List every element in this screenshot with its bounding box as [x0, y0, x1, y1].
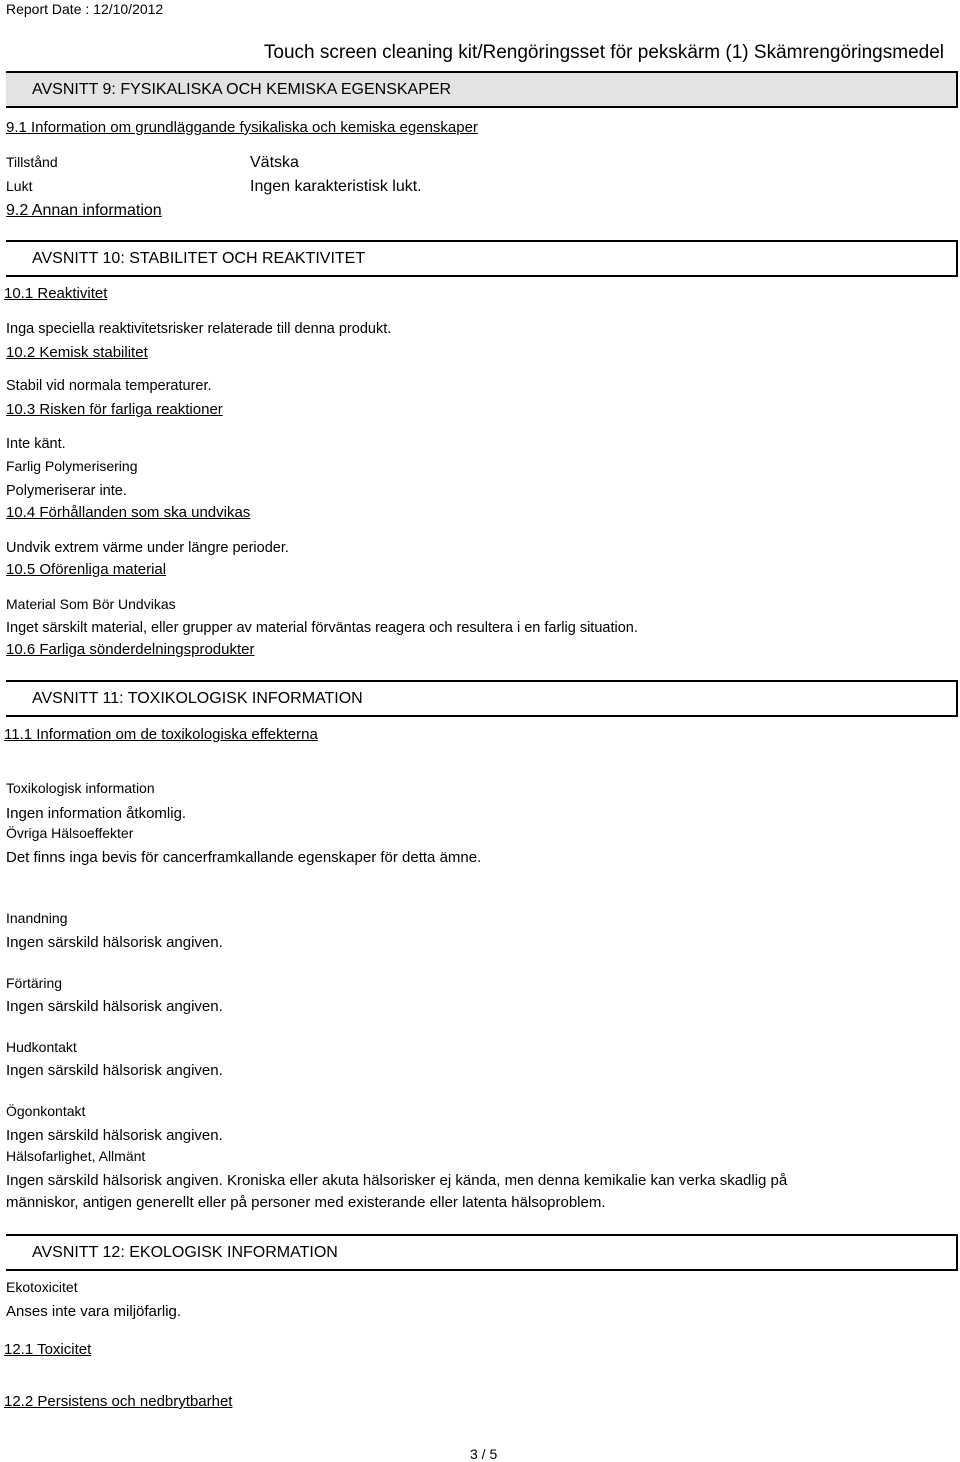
text-toxicological-info: Ingen information åtkomlig.: [6, 805, 187, 822]
section-12-header: [6, 1234, 958, 1271]
page-number: 3 / 5: [470, 1446, 498, 1462]
label-ingestion: Förtäring: [6, 975, 63, 991]
label-general-health-hazard: Hälsofarlighet, Allmänt: [6, 1148, 146, 1164]
text-materials-to-avoid: Inget särskilt material, eller grupper av material förväntas reagera och resultera i en farlig situation.: [6, 620, 638, 636]
subsection-10-3: 10.3 Risken för farliga reaktioner: [6, 401, 223, 418]
label-eye-contact: Ögonkontakt: [6, 1103, 86, 1119]
label-state: Tillstånd: [6, 154, 58, 170]
subsection-10-4: 10.4 Förhållanden som ska undvikas: [6, 504, 251, 521]
product-title: Touch screen cleaning kit/Rengöringsset för pekskärm (1) Skämrengöringsmedel: [263, 42, 944, 63]
section-11-header: [6, 680, 958, 717]
report-date: Report Date : 12/10/2012: [6, 1, 164, 17]
label-odor: Lukt: [6, 178, 33, 194]
value-odor: Ingen karakteristisk lukt.: [250, 178, 422, 195]
label-toxicological-info: Toxikologisk information: [6, 780, 155, 796]
label-materials-to-avoid: Material Som Bör Undvikas: [6, 596, 176, 612]
label-hazardous-polymerization: Farlig Polymerisering: [6, 458, 138, 474]
text-10-1: Inga speciella reaktivitetsrisker relaterade till denna produkt.: [6, 321, 392, 337]
section-9-heading: AVSNITT 9: FYSIKALISKA OCH KEMISKA EGENSKAPER: [32, 80, 452, 98]
text-inhalation: Ingen särskild hälsorisk angiven.: [6, 934, 223, 951]
subsection-12-2: 12.2 Persistens och nedbrytbarhet: [4, 1393, 233, 1410]
subsection-11-1: 11.1 Information om de toxikologiska effekterna: [4, 726, 318, 743]
subsection-9-2: 9.2 Annan information: [6, 202, 162, 219]
subsection-10-2: 10.2 Kemisk stabilitet: [6, 344, 148, 361]
text-other-health-effects: Det finns inga bevis för cancerframkallande egenskaper för detta ämne.: [6, 849, 482, 866]
subsection-9-1: 9.1 Information om grundläggande fysikaliska och kemiska egenskaper: [6, 119, 478, 136]
label-other-health-effects: Övriga Hälsoeffekter: [6, 825, 134, 841]
subsection-12-1: 12.1 Toxicitet: [4, 1341, 92, 1358]
section-10-heading: AVSNITT 10: STABILITET OCH REAKTIVITET: [32, 249, 366, 267]
text-eye-contact: Ingen särskild hälsorisk angiven.: [6, 1127, 223, 1144]
text-general-health-hazard-1: Ingen särskild hälsorisk angiven. Kroniska eller akuta hälsorisker ej kända, men denna kemikalie kan verka skadlig på: [6, 1172, 788, 1189]
subsection-10-5: 10.5 Oförenliga material: [6, 561, 167, 578]
value-state: Vätska: [250, 154, 299, 171]
text-ingestion: Ingen särskild hälsorisk angiven.: [6, 998, 223, 1015]
text-polymerization: Polymeriserar inte.: [6, 483, 127, 499]
subsection-10-6: 10.6 Farliga sönderdelningsprodukter: [6, 641, 255, 658]
section-12-heading: AVSNITT 12: EKOLOGISK INFORMATION: [32, 1243, 338, 1261]
text-general-health-hazard-2: människor, antigen generellt eller på personer med existerande eller latenta hälsoproblem.: [6, 1194, 606, 1211]
text-10-4: Undvik extrem värme under längre perioder.: [6, 540, 289, 556]
label-skin-contact: Hudkontakt: [6, 1039, 77, 1055]
label-inhalation: Inandning: [6, 910, 68, 926]
section-9-header: [6, 71, 958, 108]
subsection-10-1: 10.1 Reaktivitet: [4, 285, 108, 302]
label-ecotoxicity: Ekotoxicitet: [6, 1279, 78, 1295]
section-11-heading: AVSNITT 11: TOXIKOLOGISK INFORMATION: [32, 689, 363, 707]
text-skin-contact: Ingen särskild hälsorisk angiven.: [6, 1062, 223, 1079]
section-10-header: [6, 240, 958, 277]
text-10-2: Stabil vid normala temperaturer.: [6, 378, 212, 394]
text-ecotoxicity: Anses inte vara miljöfarlig.: [6, 1303, 182, 1320]
text-10-3: Inte känt.: [6, 436, 66, 452]
